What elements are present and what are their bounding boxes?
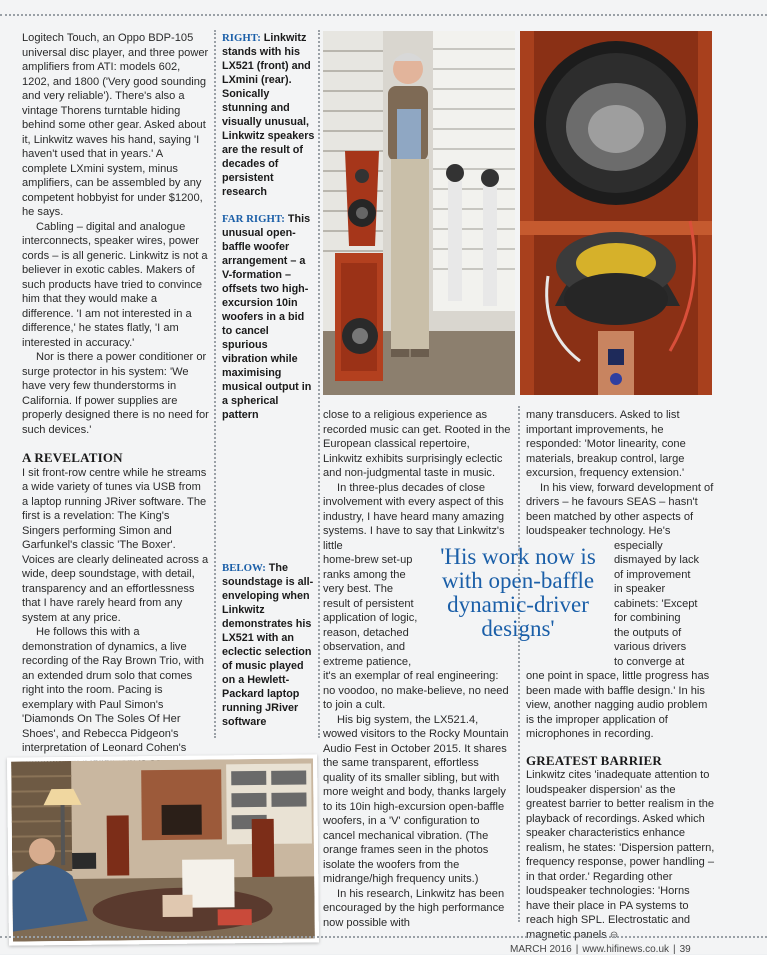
col1-paragraph-5: He follows this with a demonstration of dynamics, a live recording of the Ray Brown Trio, with an extended drum solo that comes right into the room. Pacing is exemplary with Paul Simon's 'Diamonds On The Soles Of Her Shoes', and Rebecca Pidgeon's interpretation of Leonard Cohen's xyxy=(22,626,204,754)
col4-wrap-line-4: in speaker xyxy=(614,583,666,595)
column-4 xyxy=(526,408,716,943)
photo-listening-room xyxy=(7,754,319,945)
col4-paragraph-1: many transducers. Asked to list important improvements, he responded: 'Motor linearity, cone materials, breakup control, large excursion, frequency extension.' xyxy=(526,409,686,479)
footer-url: www.hifinews.co.uk xyxy=(582,944,670,955)
col3-paragraph-1: close to a religious experience as recorded music can get. Rooted in the European classical repertoire, Linkwitz exhibits surprisingly eclectic and non-judgmental taste in music. xyxy=(323,409,511,479)
caption-far-right xyxy=(222,212,314,422)
column-divider-3 xyxy=(518,406,520,922)
col4-wrap-line-8: various drivers xyxy=(614,641,687,653)
col4-wrap-line-1: especially xyxy=(614,539,663,552)
col3-wrap-line-5: application of logic, xyxy=(323,612,418,624)
col4-wrap-line-5: cabinets: 'Except xyxy=(614,597,698,610)
col3-wrap-line-4: result of persistent xyxy=(323,597,414,610)
caption-below xyxy=(222,561,314,729)
col4-wrap-block xyxy=(526,539,716,670)
photo-linkwitz-with-speakers xyxy=(323,31,515,395)
col4-paragraph-3-text: Linkwitz cites 'inadequate attention to loudspeaker dispersion' as the greatest barrier to better realism in the playback of recordings. Asked which speaker characteristics enhance realism, he states: 'Dispersion pattern, frequency response, power handling – in that order.' Regarding other loudspeaker technologies: 'Horns have their place in PA systems to reach high SPL. Electrostatic and magnetic panels xyxy=(526,769,715,941)
column-1 xyxy=(22,31,210,770)
caption-right xyxy=(222,31,316,199)
bottom-dotted-rule xyxy=(0,936,767,938)
footer-date: MARCH 2016 xyxy=(510,944,572,955)
heading-a-revelation: A REVELATION xyxy=(22,450,123,465)
pull-quote: 'His work now is with open-baffle dynamic-driver designs' xyxy=(440,544,596,641)
caption-right-label: RIGHT: xyxy=(222,32,261,44)
caption-right-text: Linkwitz stands with his LX521 (front) and LXmini (rear). Sonically stunning and visually unusual, Linkwitz speakers are the result of decades of persistent research xyxy=(222,32,315,198)
col3-paragraph-2a: In three-plus decades of close involvement with every aspect of this industry, I have heard many amazing systems. I have to say that Linkwitz's little xyxy=(323,481,505,552)
continue-arrow-icon: ⊖ xyxy=(609,929,619,941)
col3-wrap-line-8: extreme patience, xyxy=(323,655,412,668)
col3-wrap-line-7: observation, and xyxy=(323,641,406,653)
photo-room-svg xyxy=(11,758,315,941)
col3-paragraph-4: In his research, Linkwitz has been encouraged by the high performance now possible with xyxy=(323,887,505,929)
caption-far-right-text: This unusual open-baffle woofer arrangement – a V-formation – offsets two high-excursion 10in woofers in a bid to cancel spurious vibration while maximising musical output in a spherical pattern xyxy=(222,213,312,421)
col3-wrap-line-3: very best. The xyxy=(323,583,394,595)
col3-paragraph-3: His big system, the LX521.4, wowed visitors to the Rocky Mountain Audio Fest in October 2015. It shares the same transparent, effortless quality of its smaller sibling, but with more weight and body, thanks largely to its 10in high-excursion open-baffle woofers, in a 'V' configuration to cancel mechanical vibration. (The orange frames seen in the photos isolate the woofers from the midrange/high frequency units.) xyxy=(323,713,509,885)
page-footer: MARCH 2016 | www.hifinews.co.uk | 39 xyxy=(510,944,691,955)
caption-below-text: The soundstage is all-enveloping when Linkwitz demonstrates his LX521 with an eclectic selection of music played on a Hewlett-Packard laptop running JRiver software xyxy=(222,562,314,728)
top-dotted-rule xyxy=(0,14,767,16)
col3-wrap-line-1: home-brew set-up xyxy=(323,554,413,566)
col4-wrap-line-2: dismayed by lack xyxy=(614,554,700,566)
col1-paragraph-1: Logitech Touch, an Oppo BDP-105 universal disc player, and three power amplifiers from ATI: models 602, 1202, and 1800 ('Very good sounding and very reliable'). There's also a vintage Thorens turntable hiding behind some other gear. Asked about it, Linkwitz waves his hand, saying 'I haven't used that in years.' A complete LXmini system, minus amplifiers, can be assembled by any competent hobbyist for under $1200, he says. xyxy=(22,32,209,218)
col1-paragraph-4: I sit front-row centre while he streams a wide variety of tunes via USB from a laptop running JRiver software. The first is a revelation: The King's Singers performing Simon and Garfunkel's classic 'The Boxer'. Voices are clearly delineated across a wide, deep soundstage, with detail, transparency and an effortlessness that I have rarely heard from any system at any price. xyxy=(22,466,209,624)
col1-paragraph-2: Cabling – digital and analogue interconnects, speaker wires, power cords – is all generic. Linkwitz is not a believer in exotic cables. Makers of such products have tried to convince him that they would make a difference. 'I am not interested in a difference,' he states flatly, 'I am interested in accuracy.' xyxy=(22,220,208,349)
column-divider-2 xyxy=(318,30,320,738)
caption-below-label: BELOW: xyxy=(222,562,266,574)
col4-paragraph-2a: In his view, forward development of drivers – he favours SEAS – hasn't been matched by other aspects of loudspeaker technology. He's xyxy=(526,481,714,537)
photo-v-formation-woofers xyxy=(520,31,712,395)
caption-far-right-label: FAR RIGHT: xyxy=(222,213,285,225)
photo-linkwitz-svg xyxy=(323,31,515,395)
col4-paragraph-2b: one point in space, little progress has been made with baffle design.' In his view, another nagging audio problem is the improper application of microphones in recording. xyxy=(526,670,710,740)
col1-paragraph-3: Nor is there a power conditioner or surge protector in his system: 'We have very few thunderstorms in California. If power supplies are properly designed there is no need for such devices.' xyxy=(22,351,209,436)
col4-wrap-line-7: the outputs of xyxy=(614,626,682,639)
col3-wrap-line-6: reason, detached xyxy=(323,626,409,639)
col4-wrap-line-6: for combining xyxy=(614,612,681,624)
col4-wrap-line-9: to converge at xyxy=(614,655,685,668)
heading-greatest-barrier: GREATEST BARRIER xyxy=(526,752,663,768)
col3-paragraph-2b: it's an exemplar of real engineering: no voodoo, no make-believe, no need to join a cult. xyxy=(323,670,509,711)
col4-wrap-line-3: of improvement xyxy=(614,568,691,581)
col3-wrap-line-2: ranks among the xyxy=(323,568,406,581)
column-3 xyxy=(323,408,511,930)
footer-page-number: 39 xyxy=(679,944,691,955)
photo-woofer-svg xyxy=(520,31,712,395)
column-divider-1 xyxy=(214,30,216,738)
col4-paragraph-3 xyxy=(526,768,716,943)
